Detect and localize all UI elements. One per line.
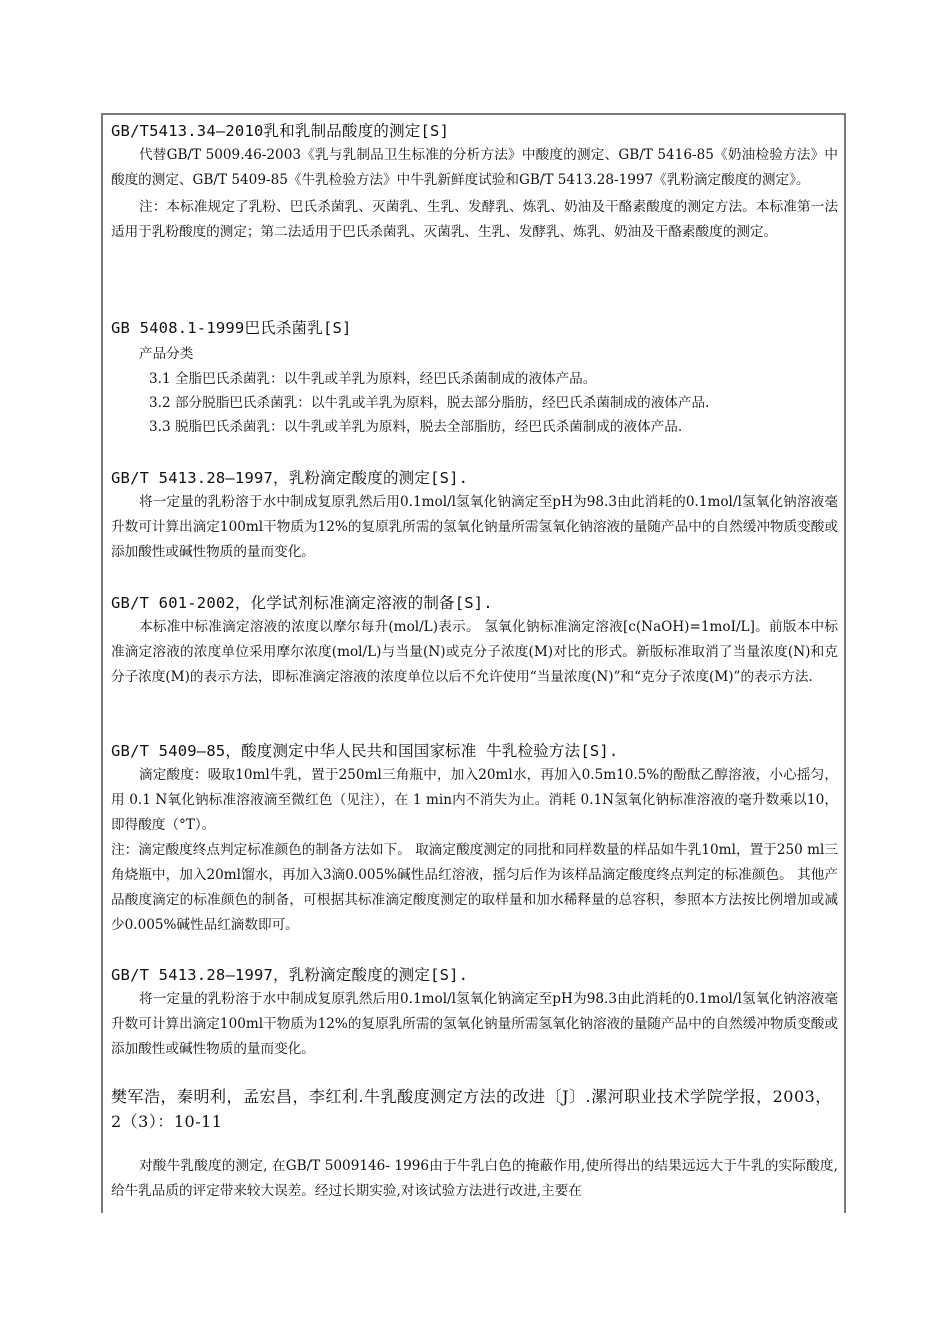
- section-heading: GB/T 5413.28—1997，乳粉滴定酸度的测定[S].: [111, 469, 469, 487]
- section-paragraph: 代替GB/T 5009.46-2003《乳与乳制品卫生标准的分析方法》中酸度的测定、GB/T 5416-85《奶油检验方法》中酸度的测定、GB/T 5409-85《牛乳检验方法》中牛乳新鲜度试验和GB/T 5413.28-1997《乳粉滴定酸度的测定》。: [111, 147, 838, 188]
- section-gbt601: [111, 591, 838, 690]
- section-heading: GB/T5413.34—2010乳和乳制品酸度的测定[S]: [111, 122, 450, 140]
- list-item: 3.1 全脂巴氏杀菌乳：以牛乳或羊乳为原料，经巴氏杀菌制成的液体产品。: [149, 371, 597, 387]
- section-paragraph: 滴定酸度：吸取10ml牛乳，置于250ml三角瓶中，加入20ml水，再加入0.5m10.5%的酚酞乙醇溶液，小心摇匀，用 0.1 N氧化钠标准溶液滴至微红色（见注），在 1 min内不消失为止。消耗 0.1N氢氧化钠标准溶液的毫升数乘以10，即得酸度（°T）。: [111, 767, 838, 833]
- section-paragraph: 注：滴定酸度终点判定标准颜色的制备方法如下。 取滴定酸度测定的同批和同样数量的样品如牛乳10ml，置于250 ml三角烧瓶中，加入20ml馏水，再加入3滴0.005%碱性品红溶液，摇匀后作为该样品滴定酸度终点判定的标准颜色。 其他产品酸度滴定的标准颜色的制备，可根据其标准滴定酸度测定的取样量和加水稀释量的总容积，参照本方法按比例增加或减少0.005%碱性品红滴数即可。: [111, 842, 838, 933]
- section-paragraph: 将一定量的乳粉溶于水中制成复原乳然后用0.1mol/l氢氧化钠滴定至pH为98.3由此消耗的0.1mol/l氢氧化钠溶液毫升数可计算出滴定100ml干物质为12%的复原乳所需的氢氧化钠量所需氢氧化钠溶液的量随产品中的自然缓冲物质变酸或添加酸性或碱性物质的量而变化。: [111, 991, 838, 1057]
- section-paragraph: 将一定量的乳粉溶于水中制成复原乳然后用0.1mol/l氢氧化钠滴定至pH为98.3由此消耗的0.1mol/l氢氧化钠溶液毫升数可计算出滴定100ml干物质为12%的复原乳所需的氢氧化钠量所需氢氧化钠溶液的量随产品中的自然缓冲物质变酸或添加酸性或碱性物质的量而变化。: [111, 494, 838, 560]
- list-item: 3.2 部分脱脂巴氏杀菌乳：以牛乳或羊乳为原料，脱去部分脂肪，经巴氏杀菌制成的液体产品.: [149, 395, 710, 411]
- section-subheading: 产品分类: [139, 346, 194, 362]
- list-item: 3.3 脱脂巴氏杀菌乳：以牛乳或羊乳为原料，脱去全部脂肪，经巴氏杀菌制成的液体产品.: [149, 419, 683, 435]
- section-paragraph: 注：本标准规定了乳粉、巴氏杀菌乳、灭菌乳、生乳、发酵乳、炼乳、奶油及干酪素酸度的测定方法。本标准第一法适用于乳粉酸度的测定；第二法适用于巴氏杀菌乳、灭菌乳、生乳、发酵乳、炼乳、奶油及干酪素酸度的测定。: [111, 199, 838, 240]
- section-heading: GB 5408.1-1999巴氏杀菌乳[S]: [111, 319, 352, 337]
- section-gb5408: [111, 316, 838, 439]
- section-heading: GB/T 601-2002，化学试剂标准滴定溶液的制备[S].: [111, 594, 493, 612]
- section-heading: GB/T 5409—85，酸度测定中华人民共和国国家标准 牛乳检验方法[S].: [111, 742, 619, 760]
- section-heading: GB/T 5413.28—1997，乳粉滴定酸度的测定[S].: [111, 966, 469, 984]
- section-citation: [111, 1084, 838, 1204]
- section-gbt5413-34: [111, 119, 838, 245]
- section-gbt5413-28-b: [111, 963, 838, 1062]
- section-gbt5413-28-a: [111, 466, 838, 565]
- citation-heading: 樊军浩，秦明利，孟宏昌，李红利.牛乳酸度测定方法的改进〔J〕.漯河职业技术学院学报，2003，2（3）：10-11: [111, 1087, 832, 1131]
- section-paragraph: 本标准中标准滴定溶液的浓度以摩尔每升(mol/L)表示。 氢氧化钠标准滴定溶液[c(NaOH)=1moI/L]。前版本中标准滴定溶液的浓度单位采用摩尔浓度(mol/L)与当量(N)或克分子浓度(M)对比的形式。新版标准取消了当量浓度(N)和克分子浓度(M)的表示方法，即标准滴定溶液的浓度单位以后不允许使用“当量浓度(N)”和“克分子浓度(M)”的表示方法.: [111, 619, 838, 685]
- section-gbt5409: [111, 739, 838, 938]
- document-frame: [101, 113, 846, 1213]
- section-paragraph: 对酸牛乳酸度的测定, 在GB/T 5009146- 1996由于牛乳白色的掩蔽作用,使所得出的结果远远大于牛乳的实际酸度,给牛乳品质的评定带来较大误差。经过长期实验,对该试验方法进行改进,主要在: [111, 1158, 838, 1199]
